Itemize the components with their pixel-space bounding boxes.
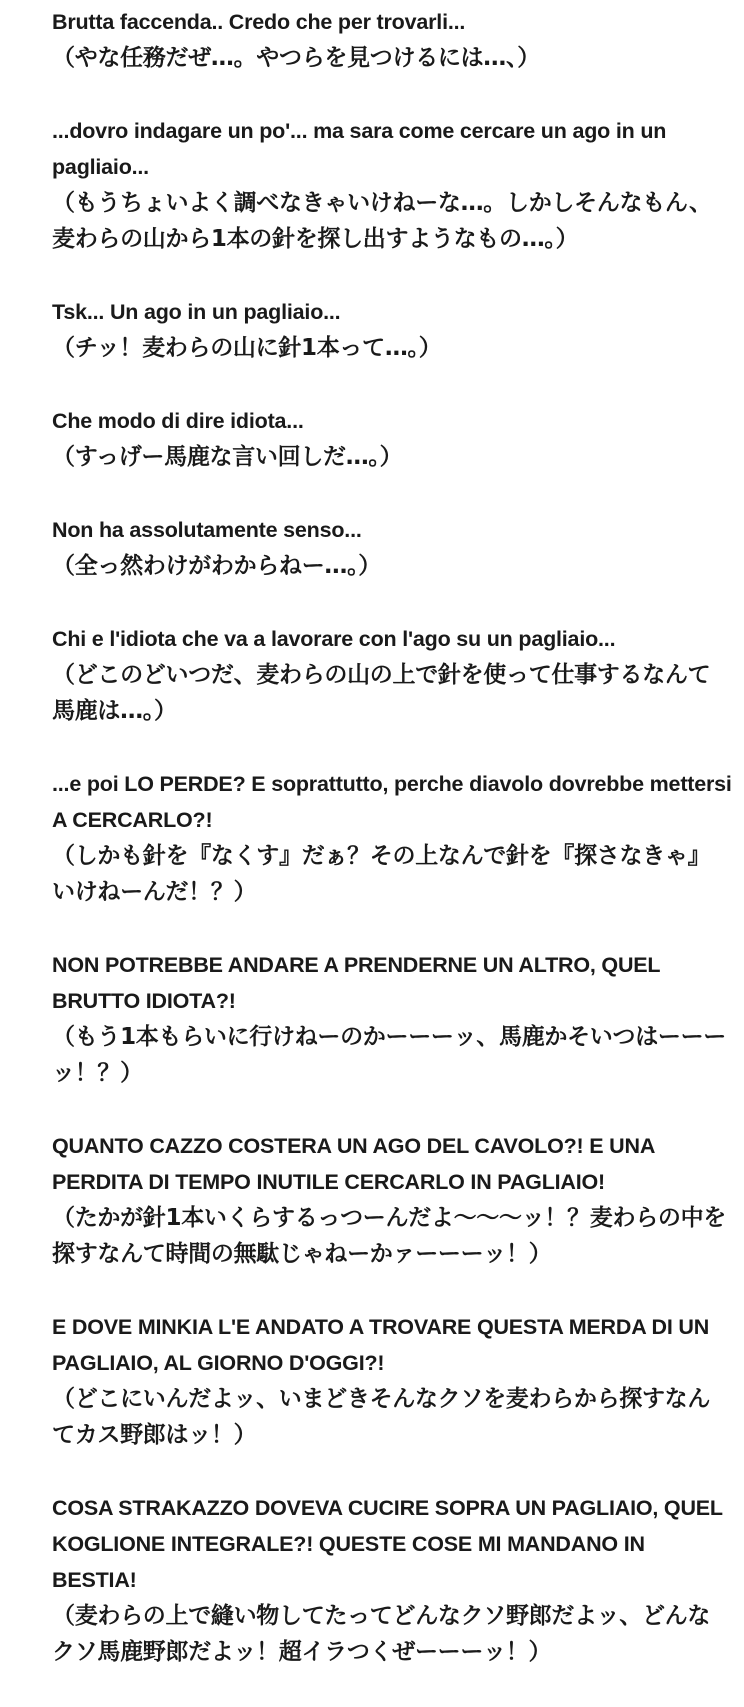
italian-line: ...dovro indagare un po'... ma sara come cercare un ago in un pagliaio... bbox=[52, 119, 667, 179]
italian-line: Non ha assolutamente senso... bbox=[52, 518, 362, 542]
transcript bbox=[52, 4, 732, 1707]
italian-line: Che modo di dire idiota... bbox=[52, 409, 304, 433]
italian-line: Chi e l'idiota che va a lavorare con l'ago su un pagliaio... bbox=[52, 627, 616, 651]
italian-line: QUANTO CAZZO COSTERA UN AGO DEL CAVOLO?! E UNA PERDITA DI TEMPO INUTILE CERCARLO IN PAGLIAIO! bbox=[52, 1134, 655, 1194]
japanese-line: （麦わらの上で縫い物してたってどんなクソ野郎だよッ、どんなクソ馬鹿野郎だよッ！超イラつくぜーーーッ！） bbox=[52, 1603, 711, 1665]
italian-line: Tsk... Un ago in un pagliaio... bbox=[52, 300, 341, 324]
japanese-line: （チッ！麦わらの山に針1本って…。） bbox=[52, 335, 442, 361]
italian-line: E DOVE MINKIA L'E ANDATO A TROVARE QUESTA MERDA DI UN PAGLIAIO, AL GIORNO D'OGGI?! bbox=[52, 1315, 710, 1375]
japanese-line: （たかが針1本いくらするっつーんだよ〜〜〜ッ！？麦わらの中を探すなんて時間の無駄じゃねーかァーーーッ！） bbox=[52, 1205, 727, 1267]
dialogue-entry bbox=[52, 947, 732, 1091]
japanese-line: （どこにいんだよッ、いまどきそんなクソを麦わらから探すなんてカス野郎はッ！） bbox=[52, 1386, 711, 1448]
japanese-line: （もう1本もらいに行けねーのかーーーッ、馬鹿かそいつはーーーッ！？） bbox=[52, 1024, 727, 1086]
dialogue-entry bbox=[52, 766, 732, 910]
japanese-line: （やな任務だぜ…。やつらを見つけるには…、） bbox=[52, 45, 540, 71]
dialogue-entry bbox=[52, 512, 732, 584]
italian-line: NON POTREBBE ANDARE A PRENDERNE UN ALTRO, QUEL BRUTTO IDIOTA?! bbox=[52, 953, 660, 1013]
italian-line: ...e poi LO PERDE? E soprattutto, perche diavolo dovrebbe mettersi A CERCARLO?! bbox=[52, 772, 732, 832]
dialogue-entry bbox=[52, 1309, 732, 1453]
japanese-line: （すっげー馬鹿な言い回しだ…。） bbox=[52, 444, 403, 470]
japanese-line: （全っ然わけがわからねー…。） bbox=[52, 553, 382, 579]
italian-line: COSA STRAKAZZO DOVEVA CUCIRE SOPRA UN PAGLIAIO, QUEL KOGLIONE INTEGRALE?! QUESTE COSE MI MANDANO IN BESTIA! bbox=[52, 1496, 723, 1592]
dialogue-entry bbox=[52, 1490, 732, 1670]
dialogue-entry bbox=[52, 113, 732, 257]
dialogue-entry bbox=[52, 1128, 732, 1272]
japanese-line: （どこのどいつだ、麦わらの山の上で針を使って仕事するなんて馬鹿は…。） bbox=[52, 662, 711, 724]
dialogue-entry bbox=[52, 621, 732, 729]
japanese-line: （しかも針を『なくす』だぁ？その上なんで針を『探さなきゃ』いけねーんだ！？） bbox=[52, 843, 711, 905]
dialogue-entry bbox=[52, 4, 732, 76]
dialogue-entry bbox=[52, 403, 732, 475]
japanese-line: （もうちょいよく調べなきゃいけねーな…。しかしそんなもん、麦わらの山から1本の針を探し出すようなもの…。） bbox=[52, 190, 712, 252]
italian-line: Brutta faccenda.. Credo che per trovarli... bbox=[52, 10, 466, 34]
dialogue-entry bbox=[52, 294, 732, 366]
